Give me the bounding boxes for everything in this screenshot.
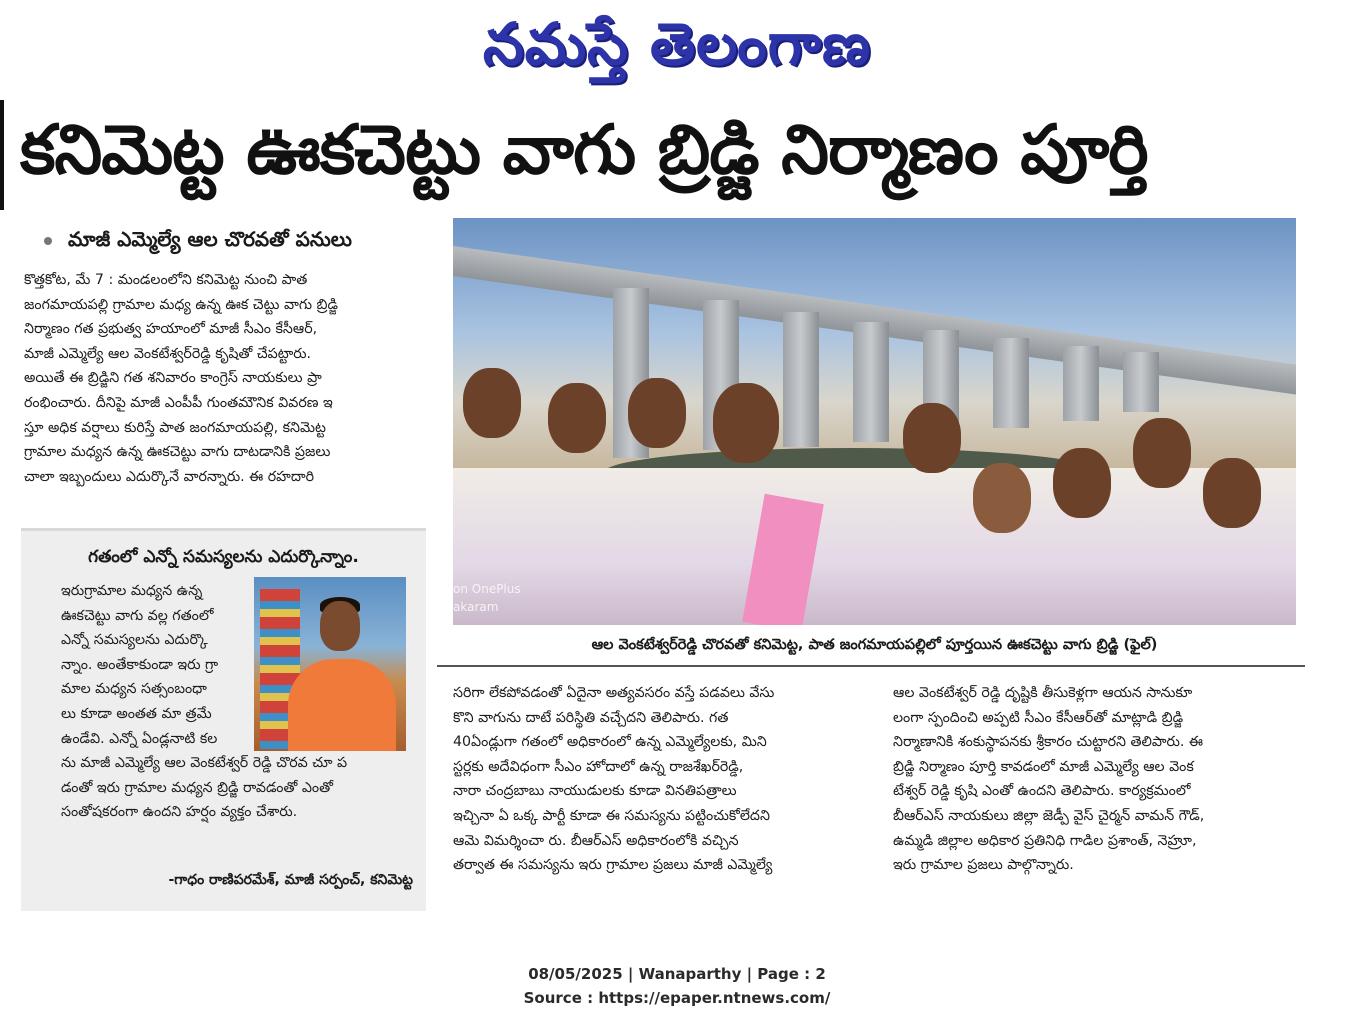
text-line: నిర్మాణం గత ప్రభుత్వ హయాంలో మాజీ సీఎం కేసీఆర్,: [24, 321, 318, 338]
person-face: [463, 368, 521, 438]
text-line: మాల మధ్యన సత్సంబంధా: [61, 681, 207, 698]
text-line: ను మాజీ ఎమ్మెల్యే ఆల వెంకటేశ్వర్ రెడ్డి చొరవ చూ ప: [61, 755, 348, 772]
text-line: ఎన్నో సమస్యలను ఎదుర్కొ: [61, 632, 208, 649]
text-line: తర్వాత ఈ సమస్యను ఇరు గ్రామాల ప్రజలు మాజీ ఎమ్మెల్యే: [453, 857, 773, 874]
page-footer: [0, 962, 1354, 1010]
bridge-pier: [1063, 346, 1099, 421]
text-line: ఇచ్చినా ఏ ఒక్క పార్టీ కూడా ఈ సమస్యను పట్టించుకోలేదని: [453, 807, 770, 824]
quote-text: [61, 579, 411, 843]
crowd: [453, 468, 1296, 625]
text-line: ఇరుగ్రామాల మధ్యన ఉన్న: [61, 583, 203, 599]
text-line: నారా చంద్రబాబు నాయుడులకు కూడా వినతిపత్రాలు: [453, 783, 737, 800]
text-line: టేశ్వర్ రెడ్డి కృషి ఎంతో ఉందని తెలిపారు. కార్యక్రమంలో: [893, 783, 1191, 800]
person-face: [1053, 448, 1111, 518]
text-line: ఆల వెంకటేశ్వర్ రెడ్డి దృష్టికి తీసుకెళ్లగా ఆయన సానుకూ: [893, 685, 1193, 701]
camera-watermark: [453, 580, 563, 620]
text-line: ఉండేవి. ఎన్నో ఏండ్లనాటి కల: [61, 730, 218, 747]
person-face: [1133, 418, 1191, 488]
article-headline: కనిమెట్ట ఊకచెట్టు వాగు బ్రిడ్జి నిర్మాణం పూర్తి: [20, 111, 1148, 190]
text-line: నిర్మాణానికి శంకుస్థాపనకు శ్రీకారం చుట్టారని తెలిపారు. ఈ: [893, 734, 1204, 751]
text-line: 40ఏండ్లుగా గతంలో అధికారంలో ఉన్న ఎమ్మెల్యేలకు, మిని: [453, 734, 767, 751]
text-line: కొత్తకోట, మే 7 : మండలంలోని కనిమెట్ట నుంచి పాత: [24, 272, 308, 288]
text-line: ఆమె విమర్శించా రు. బీఆర్‌ఎస్ అధికారంలోకి వచ్చిన: [453, 832, 739, 849]
text-line: స్టర్లకు అదేవిధంగా సీఎం హోదాలో ఉన్న రాజశేఖర్‌రెడ్డి,: [453, 758, 744, 775]
text-line: బ్రిడ్జి నిర్మాణం పూర్తి కావడంలో మాజీ ఎమ్మెల్యే ఆల వెంక: [893, 758, 1194, 775]
camera-watermark-line: on OnePlus: [453, 582, 521, 596]
text-line: మాజీ ఎమ్మెల్యే ఆల వెంకటేశ్వర్‌రెడ్డి కృషితో చేపట్టారు.: [24, 345, 312, 362]
text-line: స్తూ అధిక వర్షాలు కురిస్తే పాత జంగమాయపల్లి, కనిమెట్ట: [24, 419, 326, 436]
text-line: డంతో ఇరు గ్రామాల మధ్యన బ్రిడ్జి రావడంతో ఎంతో: [61, 779, 333, 796]
text-line: గ్రామాల మధ్యన ఉన్న ఊకచెట్టు వాగు దాటడానికి ప్రజలు: [24, 444, 331, 461]
headline-rule: [0, 100, 4, 210]
camera-watermark-line: akaram: [453, 600, 499, 614]
bridge-pier: [783, 312, 819, 447]
person-face: [628, 378, 686, 448]
footer-source-line: Source : https://epaper.ntnews.com/: [523, 989, 831, 1007]
text-line: లంగా స్పందించి అప్పటి సీఎం కేసీఆర్‌తో మాట్లాడి బ్రిడ్జి: [893, 709, 1184, 726]
photo-caption: ఆల వెంకటేశ్వర్‌రెడ్డి చొరవతో కనిమెట్ట, పాత జంగమాయపల్లిలో పూర్తయిన ఊకచెట్టు వాగు బ్రిడ్జి (ఫైల్): [591, 637, 1158, 653]
person-face: [973, 463, 1031, 533]
text-line: లు కూడా అంతత మా త్రమే: [61, 705, 212, 722]
subhead-text: మాజీ ఎమ్మెల్యే ఆల చొరవతో పనులు: [68, 227, 352, 251]
bridge-pier: [853, 322, 889, 442]
text-line: అయితే ఈ బ్రిడ్జిని గత శనివారం కాంగ్రెస్ నాయకులు ప్రా: [24, 370, 322, 387]
text-line: న్నాం. అంతేకాకుండా ఇరు గ్రా: [61, 656, 219, 673]
text-line: ఊకచెట్టు వాగు వల్ల గతంలో: [61, 607, 214, 624]
article-subhead: [44, 224, 424, 254]
text-line: జంగమాయపల్లి గ్రామాల మధ్య ఉన్న ఊక చెట్టు వాగు బ్రిడ్జి: [24, 296, 338, 313]
text-line: చాలా ఇబ్బందులు ఎదుర్కొనే వారన్నారు. ఈ రహదారి: [24, 468, 315, 485]
person-face: [1203, 458, 1261, 528]
text-line: బీఆర్‌ఎస్ నాయకులు జిల్లా జెడ్పీ వైస్ చైర్మన్ వామన్ గౌడ్,: [893, 807, 1205, 824]
quote-box: [21, 528, 426, 911]
footer-date-line: 08/05/2025 | Wanaparthy | Page : 2: [528, 965, 826, 983]
bullet-icon: [44, 237, 52, 245]
person-face: [548, 383, 606, 453]
bridge-pier: [1123, 352, 1159, 412]
text-line: ఉమ్మడి జిల్లాల అధికార ప్రతినిధి గాడిల ప్రశాంత్, నెహ్రూ,: [893, 832, 1197, 849]
bridge-photo: [453, 218, 1296, 625]
text-line: సరిగా లేకపోవడంతో ఏదైనా అత్యవసరం వస్తే పడవలు వేసు: [453, 685, 775, 701]
bridge-pier: [993, 338, 1029, 428]
right-column: [893, 681, 1293, 909]
text-line: కొని వాగును దాటే పరిస్థితి వచ్చేదని తెలిపారు. గత: [453, 709, 729, 726]
quote-signature: -గాధం రాణిపరమేశ్, మాజీ సర్పంచ్, కనిమెట్ట: [168, 872, 413, 888]
caption-rule: [437, 665, 1305, 667]
newspaper-masthead: నమస్తే తెలంగాణ: [483, 10, 871, 78]
text-line: సంతోషకరంగా ఉందని హర్షం వ్యక్తం చేశారు.: [61, 804, 298, 821]
text-line: రంభించారు. దీనిపై మాజీ ఎంపీపీ గుంతమౌనిక వివరణ ఇ: [24, 394, 333, 411]
intro-column: [24, 268, 426, 524]
person-face: [903, 403, 961, 473]
text-line: ఇరు గ్రామాల ప్రజలు పాల్గొన్నారు.: [893, 857, 1074, 874]
quote-box-title: గతంలో ఎన్నో సమస్యలను ఎదుర్కొన్నాం.: [88, 547, 359, 567]
person-face: [713, 383, 779, 463]
middle-column: [453, 681, 861, 909]
